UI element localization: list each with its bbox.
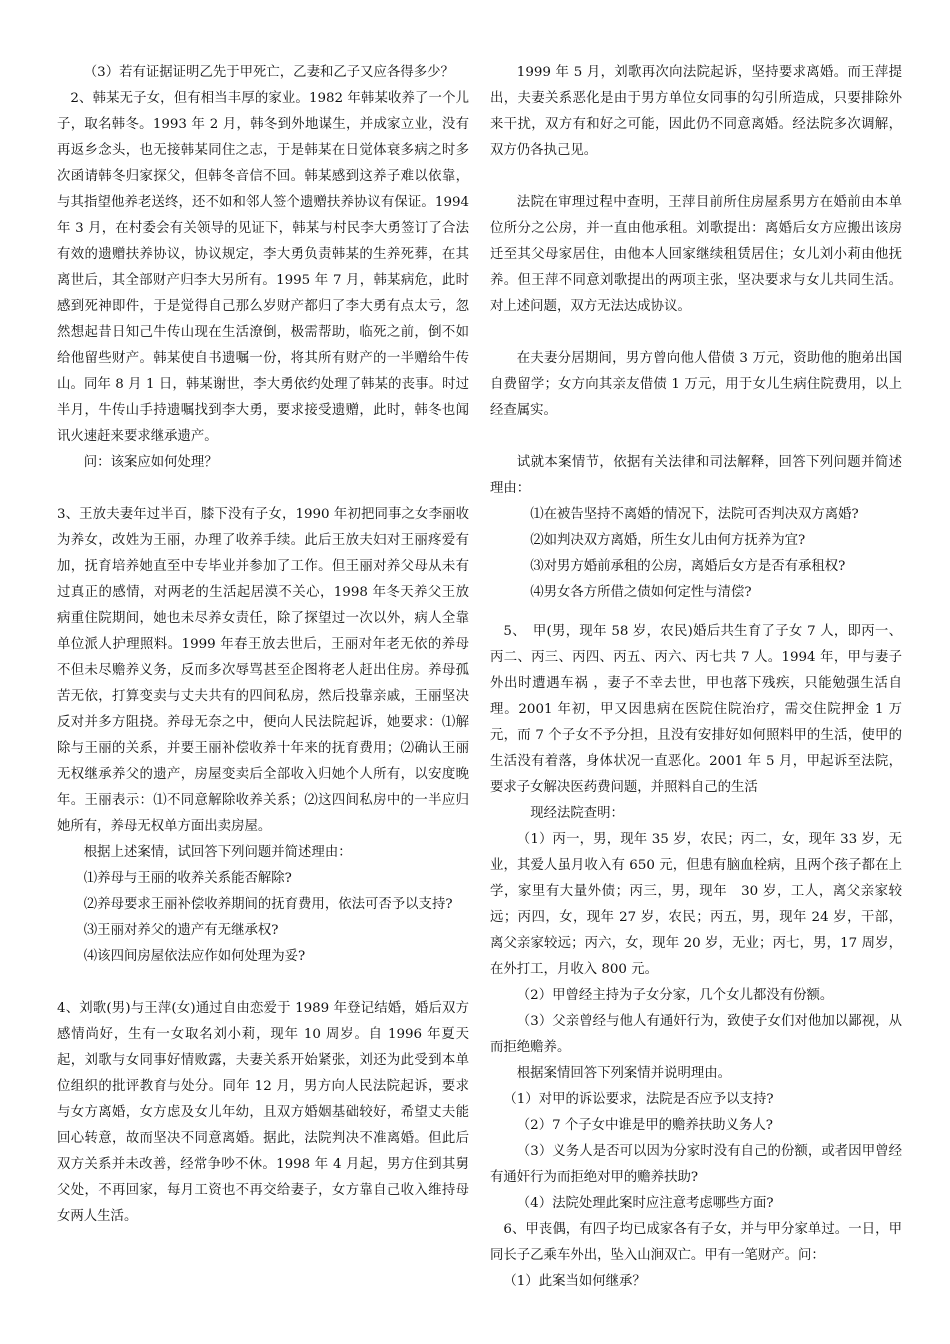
case4-question-2: ⑵如判决双方离婚，所生女儿由何方抚养为宜? bbox=[530, 533, 806, 548]
case5-question-3: （3）义务人是否可以因为分家时没有自己的份额，或者因甲曾经有通奸行为而拒绝对甲的赡养扶助? bbox=[490, 1144, 902, 1185]
right-column bbox=[490, 60, 902, 1295]
case5-fact-2: （2）甲曾经主持为子女分家，几个女儿都没有份额。 bbox=[516, 988, 834, 1003]
case5-fact-3: （3）父亲曾经与他人有通奸行为，致使子女们对他加以鄙视，从而拒绝赡养。 bbox=[490, 1014, 902, 1055]
case1-question-3: （3）若有证据证明乙先于甲死亡，乙妻和乙子又应各得多少？ bbox=[83, 65, 454, 80]
case5-question-2: （2）7 个子女中谁是甲的赡养扶助义务人? bbox=[516, 1118, 773, 1133]
case4-question-3: ⑶对男方婚前承租的公房，离婚后女方是否有承租权? bbox=[530, 559, 846, 574]
case5-question-4: （4）法院处理此案时应注意考虑哪些方面? bbox=[516, 1196, 774, 1211]
case3-prompt: 根据上述案情，试回答下列问题并简述理由： bbox=[83, 845, 352, 860]
case3-question-4: ⑷该四间房屋依法应作如何处理为妥? bbox=[83, 949, 306, 964]
case2-question: 问：该案应如何处理？ bbox=[83, 455, 218, 470]
case4-paragraph-2: 1999 年 5 月，刘歌再次向法院起诉，坚持要求离婚。而王萍提出，夫妻关系恶化是由于男方单位女同事的勾引所造成，只要排除外来干扰，双方有和好之可能，因此仍不同意离婚。经法院多次调解，双方仍各执己见。 bbox=[490, 65, 902, 158]
case2-text: 2、韩某无子女，但有相当丰厚的家业。1982 年韩某收养了一个儿子，取名韩冬。1993 年 2 月，韩冬到外地谋生，并成家立业，没有再返乡念头，也无接韩某同住之志，于是韩某在日觉体衰多病之时多次函请韩冬归家探父，但韩冬音信不回。韩某感到这养子难以依靠，与其指望他养老送终，还不如和邻人签个遗赠扶养协议有保证。1994 年 3 月，在村委会有关领导的见证下，韩某与村民李大勇签订了合法有效的遗赠扶养协议，协议规定，李大勇负责韩某的生养死葬，在其离世后，其全部财产归李大另所有。1995 年 7 月，韩某病危，此时感到死神即件，于是觉得自己那么岁财产都归了李大勇有点太亏，忽然想起昔日知己牛传山现在生活潦倒，极需帮助，临死之前，倒不如给他留些财产。韩某使自书遗嘱一份，将其所有财产的一半赠给牛传山。同年 8 月 1 日，韩某谢世，李大勇依约处理了韩某的丧事。时过半月，牛传山手持遗嘱找到李大勇，要求接受遗赠，此时，韩冬也闻讯火速赶来要求继承遗产。 bbox=[57, 91, 469, 444]
case6-text: 6、甲丧偶，有四子均已成家各有子女，并与甲分家单过。一日，甲同长子乙乘车外出，坠入山涧双亡。甲有一笔财产。问： bbox=[490, 1222, 902, 1263]
left-column bbox=[57, 60, 469, 1230]
case6-question-1: （1）此案当如何继承？ bbox=[503, 1274, 646, 1289]
spacer bbox=[490, 164, 902, 190]
case3-question-1: ⑴养母与王丽的收养关系能否解除? bbox=[83, 871, 292, 886]
case3-question-3: ⑶王丽对养父的遗产有无继承权? bbox=[83, 923, 279, 938]
case3-question-2: ⑵养母要求王丽补偿收养期间的抚育费用，依法可否予以支持? bbox=[83, 897, 453, 912]
case4-question-4: ⑷男女各方所借之债如何定性与清偿? bbox=[530, 585, 752, 600]
case4-text: 4、刘歌(男)与王萍(女)通过自由恋爱于 1989 年登记结婚，婚后双方感情尚好，生有一女取名刘小莉，现年 10 周岁。自 1996 年夏天起，刘歌与女同事好情败露，夫妻关系开始紧张，刘还为此受到本单位组织的批评教育与处分。同年 12 月，男方向人民法院起诉，要求与女方离婚，女方虑及女儿年幼，且双方婚姻基础较好，希望丈夫能回心转意，故而坚决不同意离婚。据此，法院判决不准离婚。但此后双方关系并未改善，经常争吵不休。1998 年 4 月起，男方住到其舅父处，不再回家，每月工资也不再交给妻子，女方靠自己收入维持母女两人生活。 bbox=[57, 1001, 469, 1224]
spacer bbox=[490, 424, 902, 450]
case5-fact-1: （1）丙一，男，现年 35 岁，农民；丙二，女，现年 33 岁，无业，其爱人虽月收入有 650 元，但患有脑血栓病，且两个孩子都在上学，家里有大量外债；丙三，男，现年 30 岁，工人，离父亲家较远；丙四，女，现年 27 岁，农民；丙五，男，现年 24 岁，干部，离父亲家较远；丙六，女，现年 20 岁，无业；丙七，男，17 周岁，在外打工，月收入 800 元。 bbox=[490, 832, 902, 977]
case5-prompt: 根据案情回答下列案情并说明理由。 bbox=[516, 1066, 732, 1081]
case5-found: 现经法院查明： bbox=[530, 806, 624, 821]
case4-question-1: ⑴在被告坚持不离婚的情况下，法院可否判决双方离婚? bbox=[530, 507, 859, 522]
case4-prompt: 试就本案情节，依据有关法律和司法解释，回答下列问题并简述理由： bbox=[490, 455, 902, 496]
case5-text: 5、 甲(男，现年 58 岁，农民)婚后共生育了子女 7 人，即丙一、丙二、丙三、丙四、丙五、丙六、丙七共 7 人。1994 年，甲与妻子外出时遭遇车祸 ，妻子不幸去世，甲也落下残疾，只能勉强生活自理。2001 年初，甲又因患病在医院住院治疗，需交住院押金 1 万元，而 7 个子女不予分担，且没有安排好如何照料甲的生活，使甲的生活没有着落，身体状况一直恶化。2001 年 5 月，甲起诉至法院，要求子女解决医药费问题，并照料自己的生活 bbox=[490, 624, 902, 795]
spacer bbox=[490, 320, 902, 346]
case5-question-1: （1）对甲的诉讼要求，法院是否应予以支持? bbox=[503, 1092, 774, 1107]
spacer bbox=[490, 606, 902, 619]
case4-paragraph-4: 在夫妻分居期间，男方曾向他人借债 3 万元，资助他的胞弟出国自费留学；女方向其亲友借债 1 万元，用于女儿生病住院费用，以上经查属实。 bbox=[490, 351, 902, 418]
spacer bbox=[57, 970, 469, 996]
case3-text: 3、王放夫妻年过半百，膝下没有子女，1990 年初把同事之女李丽收为养女，改姓为王丽，办理了收养手续。此后王放夫妇对王丽疼爱有加，抚育培养她直至中专毕业并参加了工作。但王丽对养父母从未有过真正的感情，对两老的生活起居漠不关心，1998 年冬天养父王放病重住院期间，她也未尽养女责任，除了探望过一次以外，病人全靠单位派人护理照料。1999 年春王放去世后，王丽对年老无依的养母不但未尽赡养义务，反而多次辱骂甚至企图将老人赶出住房。养母孤苦无依，打算变卖与丈夫共有的四间私房，然后投靠亲戚，王丽坚决反对并多方阻挠。养母无奈之中，便向人民法院起诉，她要求：⑴解除与王丽的关系，并要王丽补偿收养十年来的抚育费用；⑵确认王丽无权继承养父的遗产，房屋变卖后全部收入归她个人所有，以安度晚年。王丽表示：⑴不同意解除收养关系；⑵这四间私房中的一半应归她所有，养母无权单方面出卖房屋。 bbox=[57, 507, 469, 834]
case4-paragraph-3: 法院在审理过程中查明，王萍目前所住房屋系男方在婚前由本单位所分之公房，并一直由他承租。刘歌提出：离婚后女方应搬出该房迁至其父母家居住，由他本人回家继续租赁居住；女儿刘小莉由他抚养。但王萍不同意刘歌提出的两项主张，坚决要求与女儿共同生活。对上述问题，双方无法达成协议。 bbox=[490, 195, 902, 314]
spacer bbox=[57, 476, 469, 502]
